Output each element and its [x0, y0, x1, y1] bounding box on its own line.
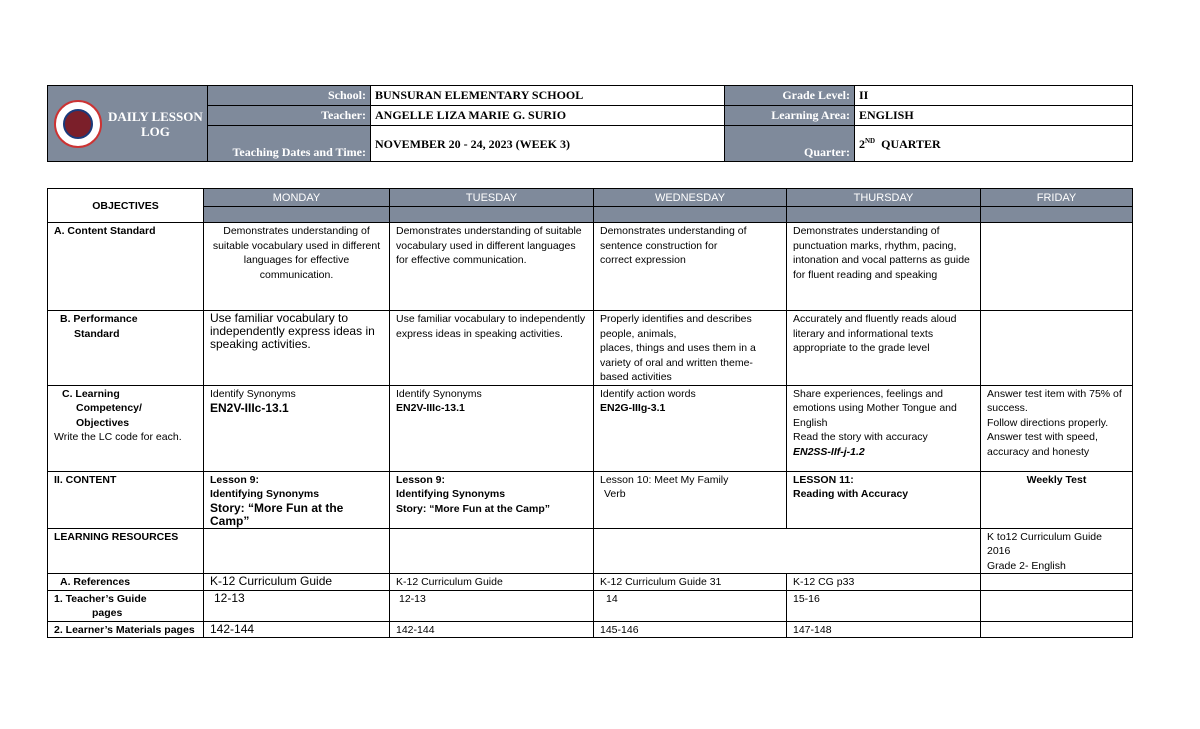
lesson-table	[47, 188, 1133, 638]
row-label-teachers-guide: 1. Teacher’s Guide pages	[48, 590, 204, 621]
cell-learners-materials-mon: 142-144	[204, 621, 390, 638]
teacher-value: ANGELLE LIZA MARIE G. SURIO	[371, 106, 725, 126]
row-label-learners-materials: 2. Learner’s Materials pages	[48, 621, 204, 638]
cell-teachers-guide-thu: 15-16	[787, 590, 981, 621]
cell-learners-materials-thu: 147-148	[787, 621, 981, 638]
day-header-monday: MONDAY	[204, 189, 390, 207]
cell-content-mon: Lesson 9: Identifying Synonyms Story: “More Fun at the Camp”	[204, 471, 390, 528]
quarter-value: 2ND QUARTER	[855, 126, 1133, 162]
school-value: BUNSURAN ELEMENTARY SCHOOL	[371, 86, 725, 106]
row-label-references: A. References	[48, 574, 204, 591]
cell-references-thu: K-12 CG p33	[787, 574, 981, 591]
header-table	[47, 85, 1133, 162]
row-label-content-standard: A. Content Standard	[48, 223, 204, 311]
cell-learning-competency-thu: Share experiences, feelings and emotions using Mother Tongue and English Read the story with accuracy EN2SS-IIf-j-1.2	[787, 385, 981, 471]
cell-learners-materials-tue: 142-144	[390, 621, 594, 638]
cell-performance-standard-thu: Accurately and fluently reads aloud literary and informational texts appropriate to the grade level	[787, 311, 981, 386]
cell-content-standard-tue: Demonstrates understanding of suitable vocabulary used in different languages for effective communication.	[390, 223, 594, 311]
teacher-label: Teacher:	[208, 106, 371, 126]
cell-learning-resources-mon	[204, 528, 390, 574]
grade-value: II	[855, 86, 1133, 106]
cell-learning-resources-fri: K to12 Curriculum Guide 2016 Grade 2- English	[981, 528, 1133, 574]
deped-seal-icon	[54, 100, 102, 148]
cell-content-tue: Lesson 9: Identifying Synonyms Story: “More Fun at the Camp”	[390, 471, 594, 528]
row-label-performance-standard: B. Performance Standard	[48, 311, 204, 386]
dates-value: NOVEMBER 20 - 24, 2023 (WEEK 3)	[371, 126, 725, 162]
day-header-friday: FRIDAY	[981, 189, 1133, 207]
cell-learning-resources-wed-thu	[594, 528, 981, 574]
subheader-cell	[204, 207, 390, 223]
cell-content-wed: Lesson 10: Meet My Family Verb	[594, 471, 787, 528]
cell-content-standard-fri	[981, 223, 1133, 311]
cell-performance-standard-tue: Use familiar vocabulary to independently express ideas in speaking activities.	[390, 311, 594, 386]
title-cell	[48, 86, 208, 162]
cell-content-fri: Weekly Test	[981, 471, 1133, 528]
cell-teachers-guide-wed: 14	[594, 590, 787, 621]
cell-references-wed: K-12 Curriculum Guide 31	[594, 574, 787, 591]
row-label-content: II. CONTENT	[48, 471, 204, 528]
page-title: DAILY LESSON LOG	[108, 108, 203, 139]
row-label-learning-competency: C. Learning Competency/ Objectives Write the LC code for each.	[48, 385, 204, 471]
cell-teachers-guide-tue: 12-13	[390, 590, 594, 621]
area-value: ENGLISH	[855, 106, 1133, 126]
objectives-header: OBJECTIVES	[48, 189, 204, 223]
school-label: School:	[208, 86, 371, 106]
cell-performance-standard-fri	[981, 311, 1133, 386]
cell-references-mon: K-12 Curriculum Guide	[204, 574, 390, 591]
cell-content-standard-mon: Demonstrates understanding of suitable vocabulary used in different languages for effective communication.	[204, 223, 390, 311]
cell-teachers-guide-mon: 12-13	[204, 590, 390, 621]
cell-performance-standard-wed: Properly identifies and describes people, animals, places, things and uses them in a variety of oral and written theme-based activities	[594, 311, 787, 386]
subheader-cell	[787, 207, 981, 223]
day-header-thursday: THURSDAY	[787, 189, 981, 207]
cell-references-tue: K-12 Curriculum Guide	[390, 574, 594, 591]
day-header-wednesday: WEDNESDAY	[594, 189, 787, 207]
cell-learning-resources-tue	[390, 528, 594, 574]
subheader-cell	[981, 207, 1133, 223]
cell-learning-competency-tue: Identify Synonyms EN2V-IIIc-13.1	[390, 385, 594, 471]
grade-label: Grade Level:	[725, 86, 855, 106]
row-label-learning-resources: LEARNING RESOURCES	[48, 528, 204, 574]
cell-learners-materials-fri	[981, 621, 1133, 638]
cell-references-fri	[981, 574, 1133, 591]
cell-performance-standard-mon: Use familiar vocabulary to independently express ideas in speaking activities.	[204, 311, 390, 386]
cell-learning-competency-wed: Identify action words EN2G-IIIg-3.1	[594, 385, 787, 471]
dates-label: Teaching Dates and Time:	[208, 126, 371, 162]
cell-learning-competency-fri: Answer test item with 75% of success. Follow directions properly. Answer test with speed, accuracy and honesty	[981, 385, 1133, 471]
cell-teachers-guide-fri	[981, 590, 1133, 621]
day-header-tuesday: TUESDAY	[390, 189, 594, 207]
area-label: Learning Area:	[725, 106, 855, 126]
cell-content-thu: LESSON 11: Reading with Accuracy	[787, 471, 981, 528]
subheader-cell	[390, 207, 594, 223]
cell-content-standard-wed: Demonstrates understanding of sentence construction for correct expression	[594, 223, 787, 311]
quarter-label: Quarter:	[725, 126, 855, 162]
cell-learning-competency-mon: Identify Synonyms EN2V-IIIc-13.1	[204, 385, 390, 471]
cell-learners-materials-wed: 145-146	[594, 621, 787, 638]
cell-content-standard-thu: Demonstrates understanding of punctuation marks, rhythm, pacing, intonation and vocal patterns as guide for fluent reading and speaking	[787, 223, 981, 311]
subheader-cell	[594, 207, 787, 223]
